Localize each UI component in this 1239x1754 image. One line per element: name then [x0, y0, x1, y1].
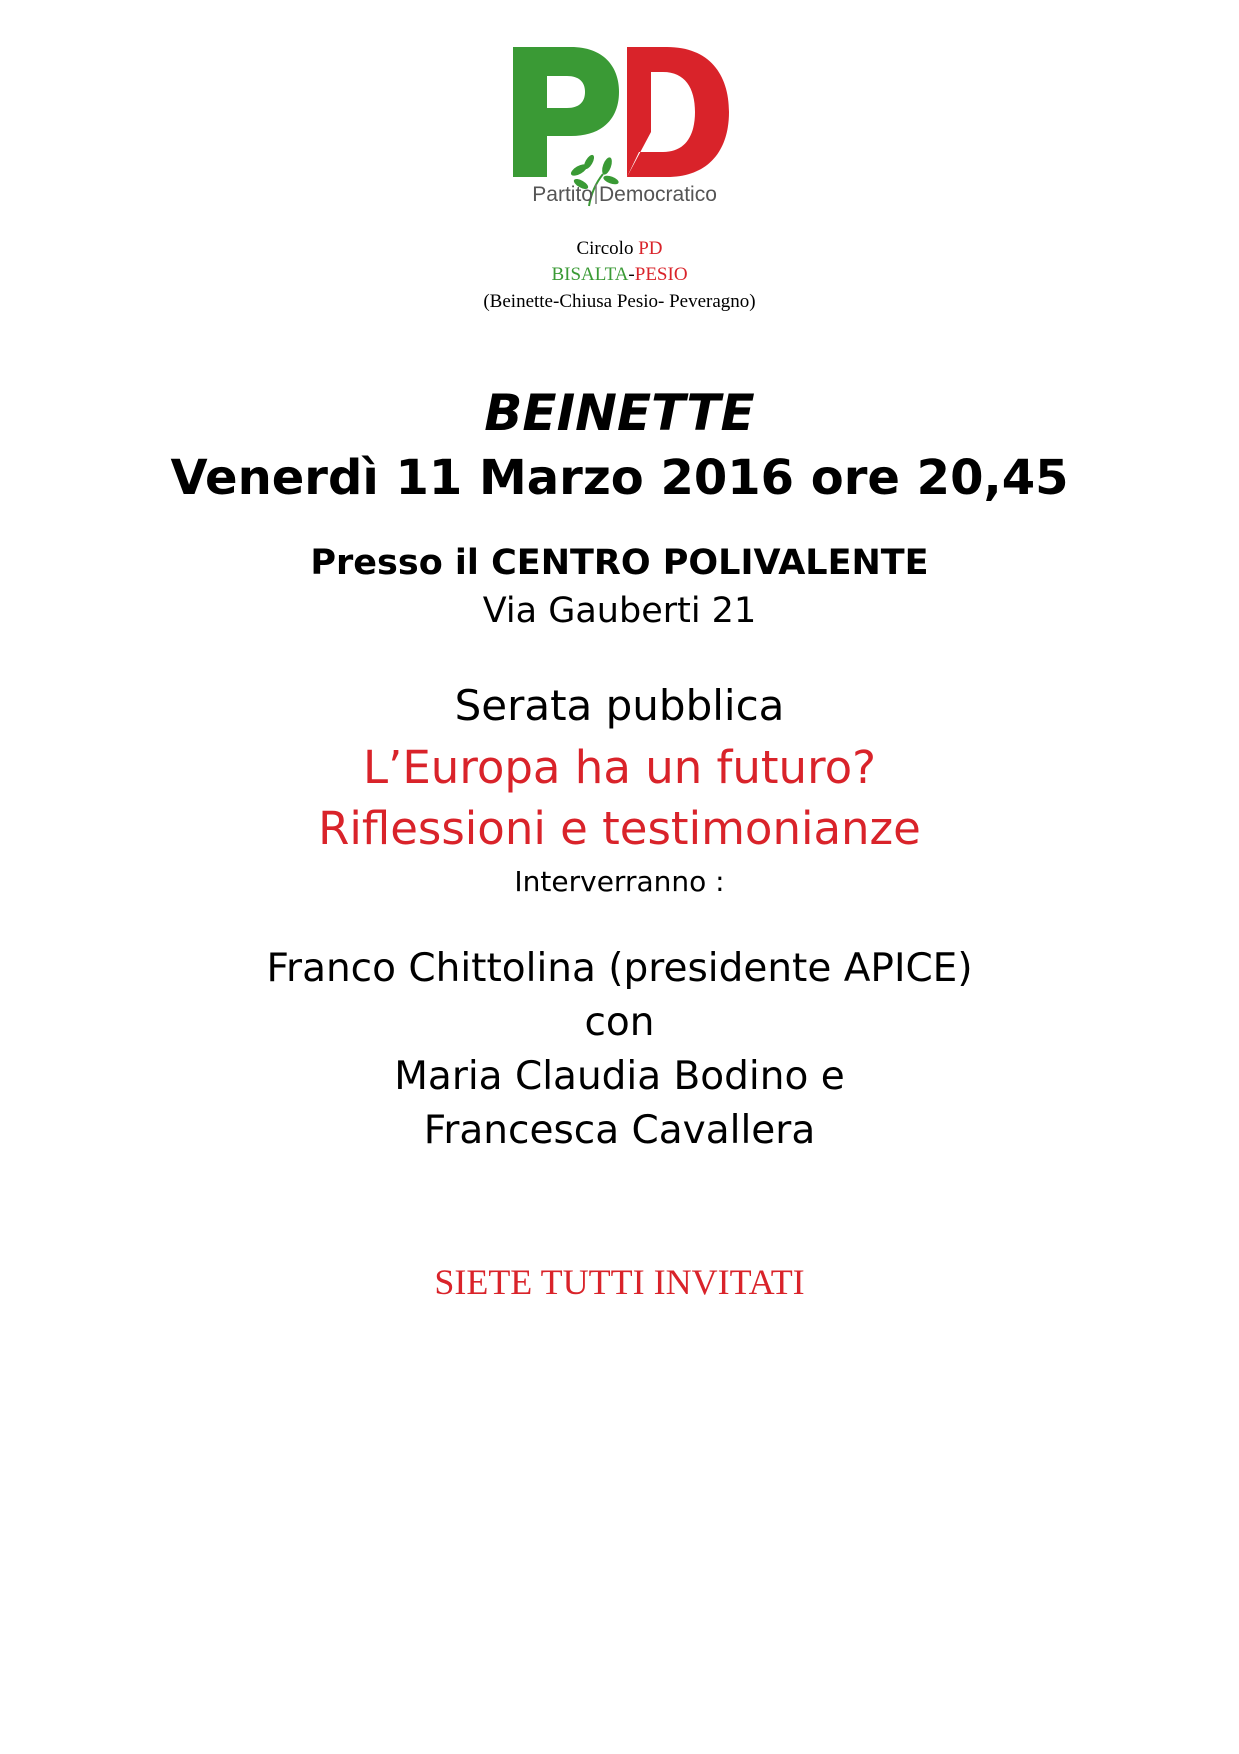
event-town: BEINETTE: [484, 384, 755, 442]
circolo-bisalta: BISALTA: [551, 264, 629, 285]
speakers-label: Interverranno :: [514, 865, 725, 898]
circolo-sep: -: [628, 264, 635, 285]
speaker-3: Francesca Cavallera: [423, 1108, 816, 1153]
circolo-name: [0, 264, 1239, 286]
event-venue: Presso il CENTRO POLIVALENTE: [310, 543, 929, 583]
speaker-with: con: [584, 1000, 655, 1045]
logo-caption-right: Democratico: [599, 183, 717, 206]
event-date: Venerdì 11 Marzo 2016 ore 20,45: [170, 450, 1069, 506]
event-type: Serata pubblica: [454, 681, 785, 730]
pd-logo: [511, 44, 731, 234]
speaker-main: Franco Chittolina (presidente APICE): [266, 946, 973, 991]
event-address: Via Gauberti 21: [482, 591, 757, 631]
circolo-towns: (Beinette-Chiusa Pesio- Peveragno): [483, 291, 756, 312]
invite-text: SIETE TUTTI INVITATI: [434, 1262, 805, 1302]
logo-caption-left: Partito: [532, 183, 593, 206]
event-title-line1: L’Europa ha un futuro?: [362, 741, 877, 794]
circolo-pesio: PESIO: [634, 264, 688, 285]
circolo-line: [0, 238, 1239, 260]
speaker-2: Maria Claudia Bodino e: [394, 1054, 845, 1099]
circolo-label: Circolo: [576, 238, 634, 259]
logo-letter-d: [627, 47, 729, 177]
logo-letter-p: [513, 47, 619, 177]
circolo-pd: PD: [638, 238, 663, 259]
event-title-line2: Riflessioni e testimonianze: [318, 802, 921, 855]
